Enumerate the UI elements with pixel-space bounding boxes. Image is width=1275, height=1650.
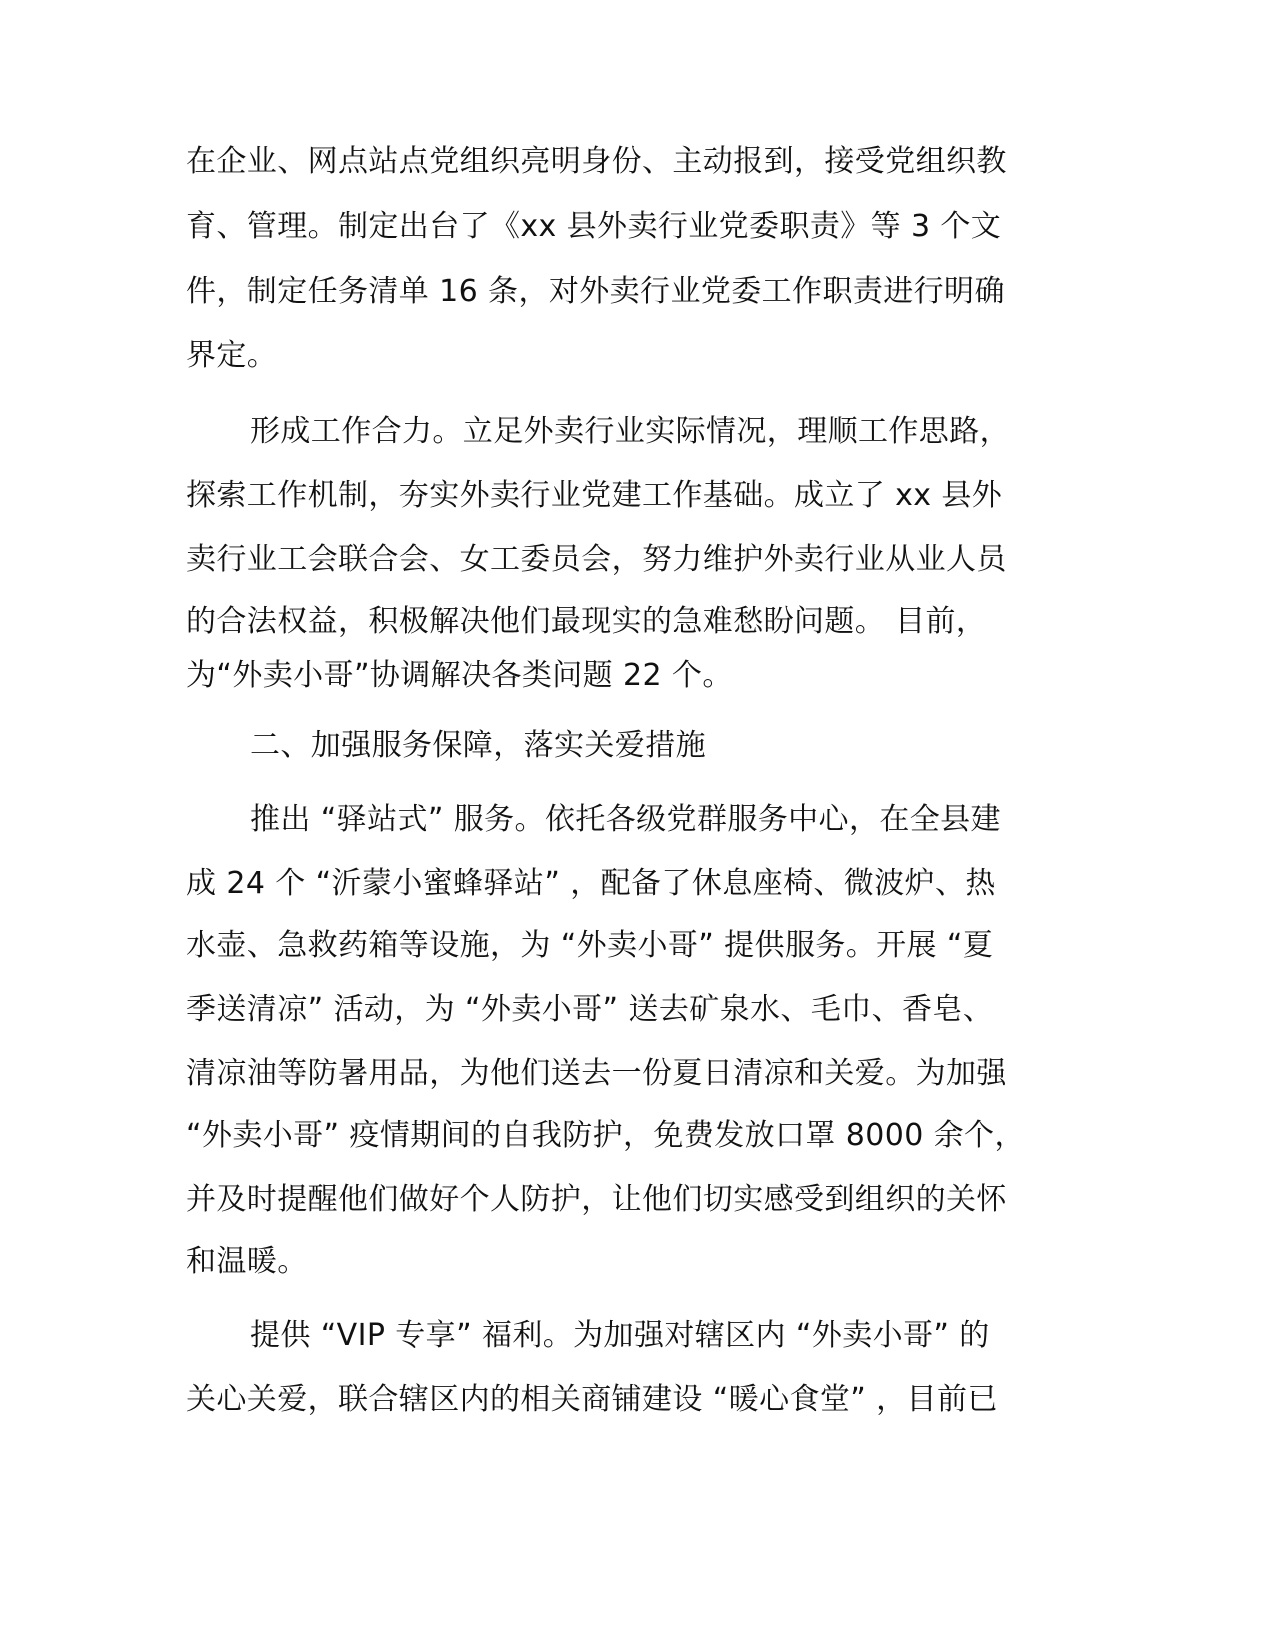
paragraph-line: 成 24 个 “沂蒙小蜜蜂驿站” ，配备了休息座椅、微波炉、热 (186, 866, 996, 901)
paragraph-line: 卖行业工会联合会、女工委员会，努力维护外卖行业从业人员 (186, 542, 1007, 577)
paragraph-line: 界定。 (186, 338, 278, 373)
paragraph-line: 形成工作合力。立足外卖行业实际情况，理顺工作思路， (250, 414, 1010, 449)
paragraph-line: 并及时提醒他们做好个人防护，让他们切实感受到组织的关怀 (186, 1182, 1007, 1217)
paragraph-line: 清凉油等防暑用品，为他们送去一份夏日清凉和关爱。为加强 (186, 1056, 1007, 1091)
paragraph-line: 和温暖。 (186, 1244, 308, 1279)
paragraph-line: 季送清凉” 活动，为 “外卖小哥” 送去矿泉水、毛巾、香皂、 (186, 992, 994, 1027)
paragraph-line: 件，制定任务清单 16 条，对外卖行业党委工作职责进行明确 (186, 274, 1005, 309)
paragraph-line: “外卖小哥” 疫情期间的自我防护，免费发放口罩 8000 余个， (186, 1118, 1025, 1153)
paragraph-line: 探索工作机制，夯实外卖行业党建工作基础。成立了 xx 县外 (186, 478, 1003, 513)
paragraph-line: 的合法权益，积极解决他们最现实的急难愁盼问题。 目前， (186, 604, 987, 639)
paragraph-line: 在企业、网点站点党组织亮明身份、主动报到，接受党组织教 (186, 144, 1007, 179)
paragraph-line: 为“外卖小哥”协调解决各类问题 22 个。 (186, 658, 733, 693)
section-heading: 二、加强服务保障，落实关爱措施 (250, 728, 706, 763)
paragraph-line: 育、管理。制定出台了《xx 县外卖行业党委职责》等 3 个文 (186, 209, 1002, 244)
paragraph-line: 推出 “驿站式” 服务。依托各级党群服务中心，在全县建 (250, 802, 1001, 837)
paragraph-line: 提供 “VIP 专享” 福利。为加强对辖区内 “外卖小哥” 的 (250, 1318, 990, 1353)
paragraph-line: 关心关爱，联合辖区内的相关商铺建设 “暖心食堂” ，目前已 (186, 1382, 998, 1417)
paragraph-line: 水壶、急救药箱等设施，为 “外卖小哥” 提供服务。开展 “夏 (186, 928, 994, 963)
